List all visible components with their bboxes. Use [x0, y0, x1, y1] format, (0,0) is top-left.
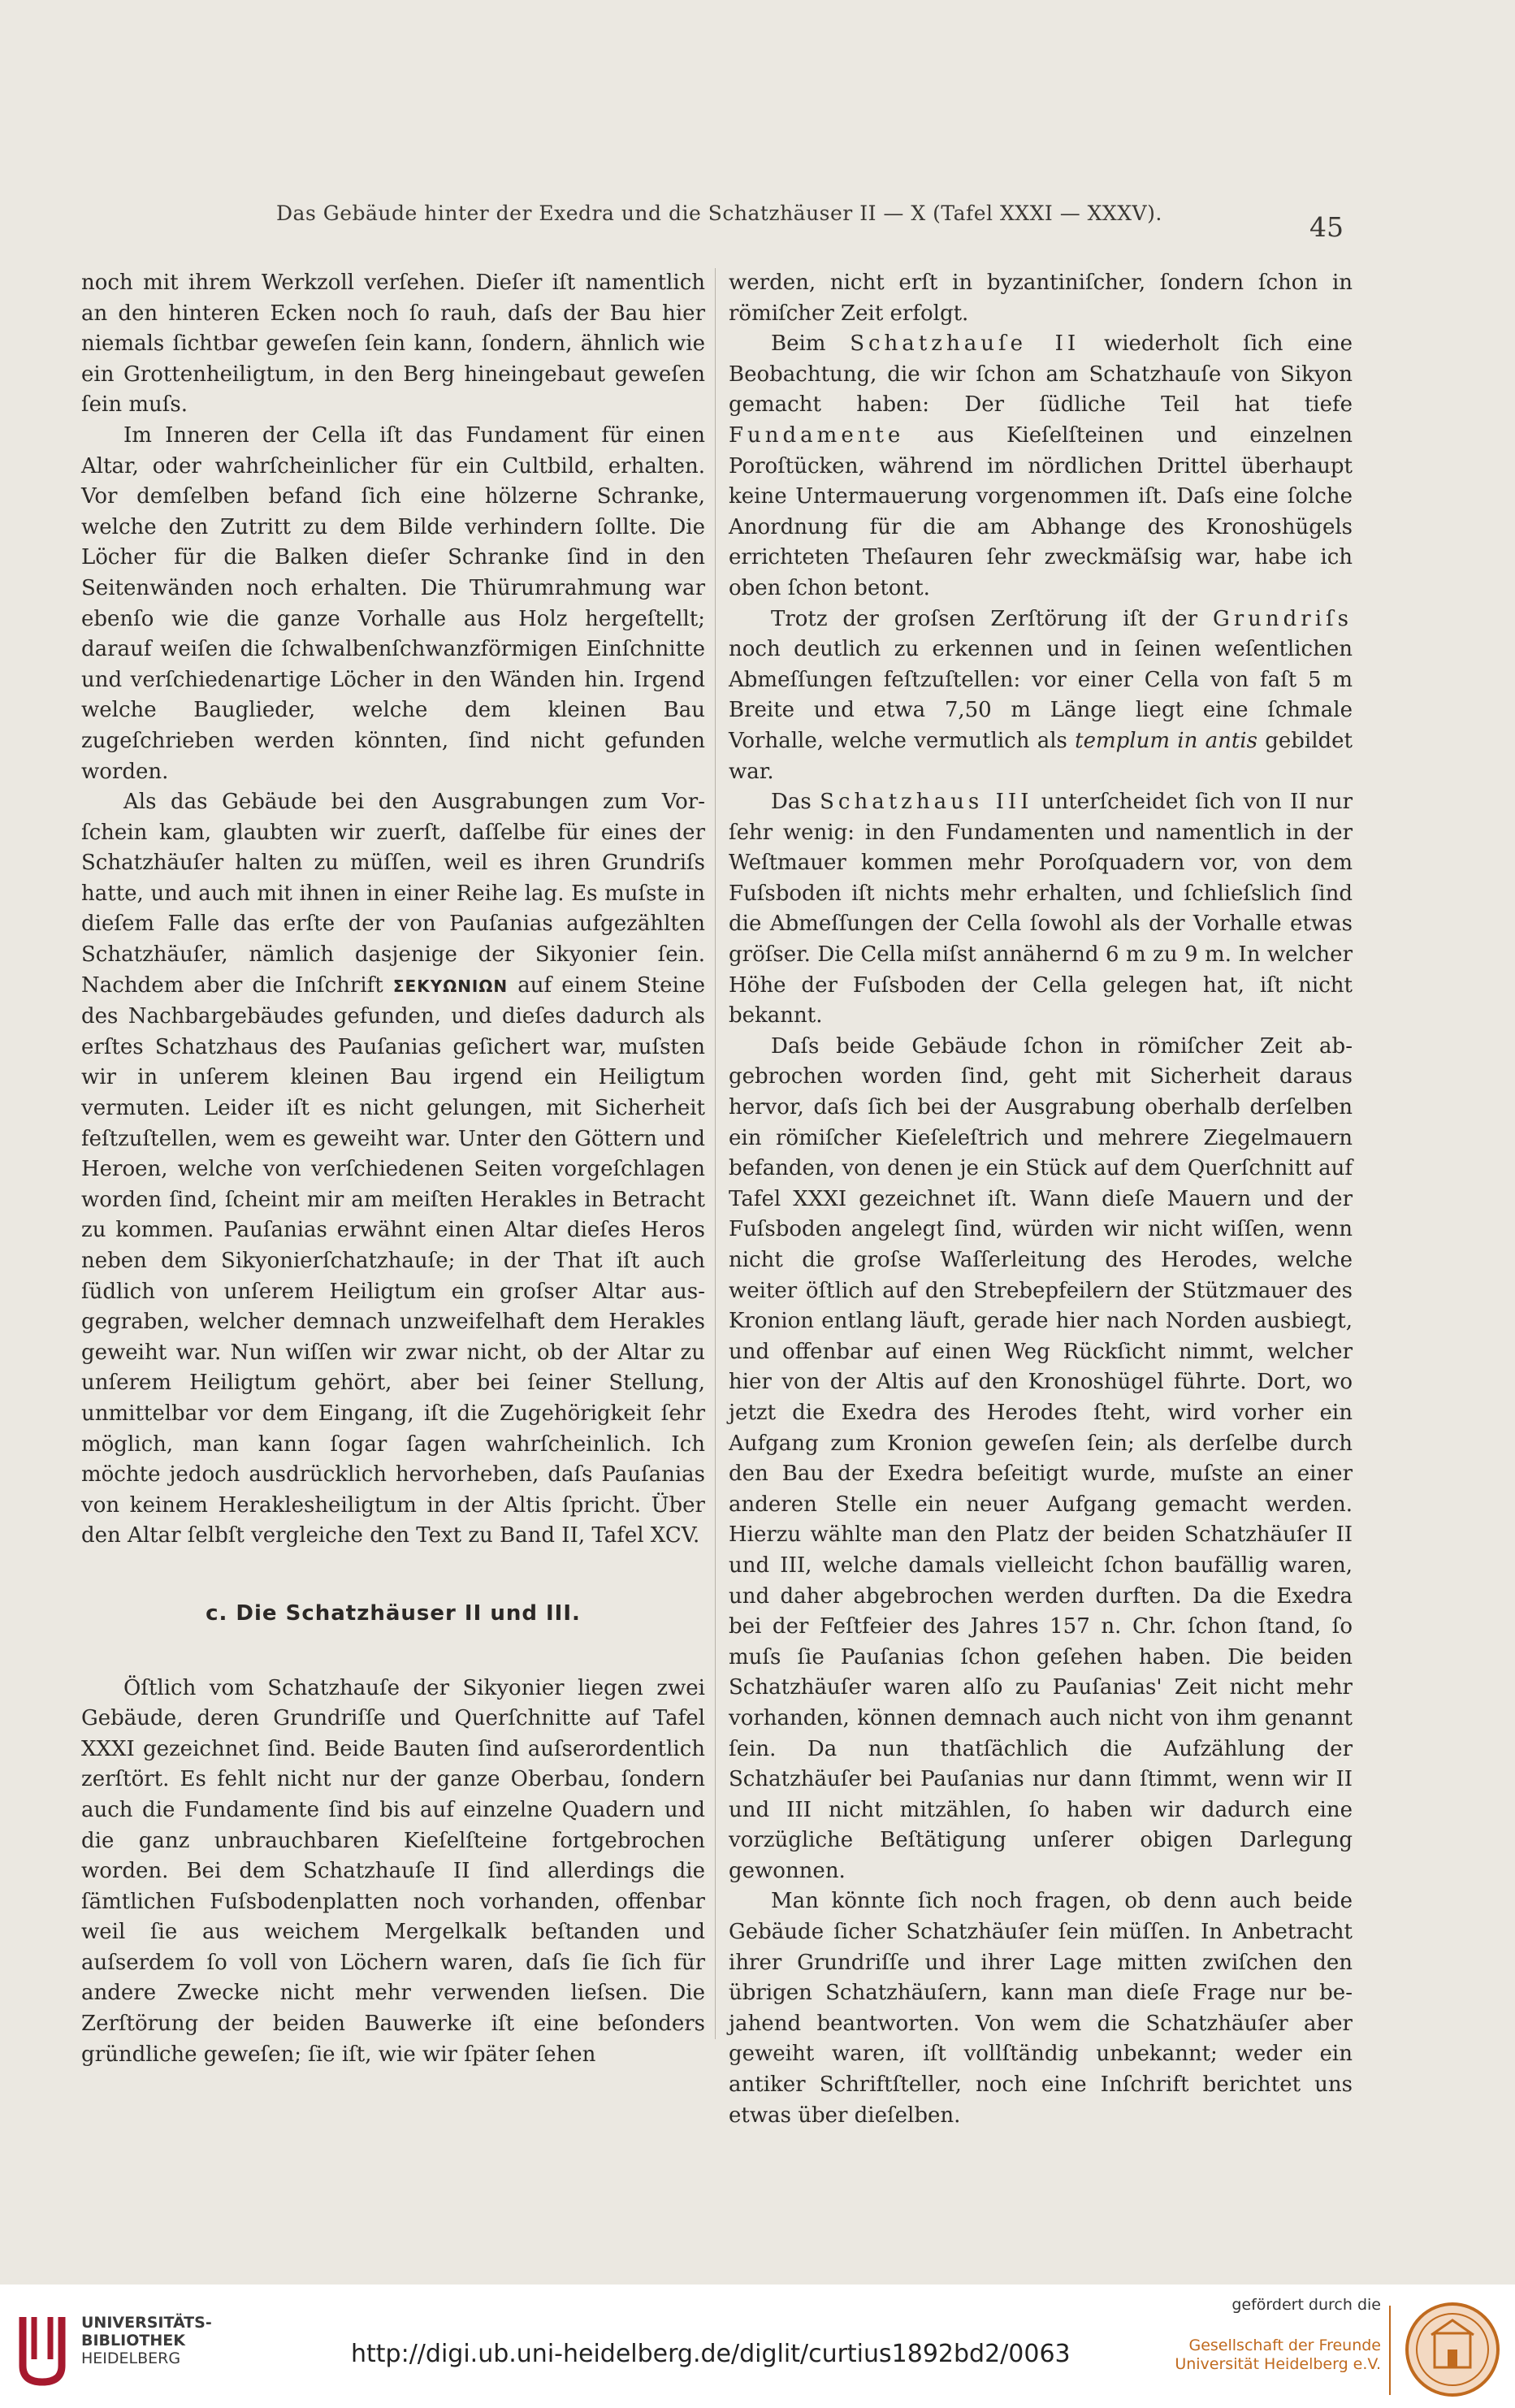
library-line: BIBLIOTHEK: [81, 2332, 185, 2350]
paragraph: Im Inneren der Cella iſt das Fundament für einen Altar, oder wahrſcheinlicher für ein Cultbild, erhalten. Vor demſelben befand ſich eine hölzerne Schranke, welche den Zutritt zu dem Bilde verhindern ſollte. Die Löcher für die Balken dieſer Schranke ſind in den Seitenwänden noch erhalten. Die Thürumrahmung war ebenſo wie die ganze Vorhalle aus Holz hergeſtellt; darauf weiſen die ſchwalbenſchwanzförmigen Einſchnitte und verſchiedenartige Löcher in den Wänden hin. Irgend welche Bauglieder, welche dem kleinen Bau zugeſchrieben werden könnten, ſind nicht gefunden worden.: [81, 422, 705, 784]
text-run: unterſcheidet ſich von II nur ſehr wenig: in den Fundamenten und namentlich in der Weſtmauer kommen mehr Poroſquadern vor, von dem Fuſsboden iſt nichts mehr erhalten, und ſchlieſslich ſind die Abmeſſungen der Cella ſowohl als der Vorhalle etwas gröſser. Die Cella miſst annähernd 6 m zu 9 m. In welcher Höhe der Fuſsboden der Cella gelegen hat, iſt nicht bekannt.: [729, 790, 1353, 1029]
paragraph: [729, 329, 1353, 604]
text-run: aus Kieſelſteinen und einzelnen Poroſtücken, während im nördlichen Drittel überhaupt keine Untermauerung vorgenommen iſt. Daſs eine ſolche Anordnung für die am Abhange des Kronoshügels errichteten Theſauren ſehr zweckmäſsig war, habe ich oben ſchon betont.: [729, 422, 1353, 600]
paragraph: [729, 604, 1353, 788]
section-heading: c. Die Schatzhäuser II und III.: [206, 1600, 581, 1626]
text-run: wiederholt ſich eine Beobachtung, die wir ſchon am Schatzhauſe von Sikyon gemacht haben: Der ſüdliche Teil hat tiefe: [729, 331, 1353, 418]
spaced-term: Fundamente: [729, 422, 905, 448]
page-number: 45: [1309, 211, 1344, 243]
spaced-term: Schatzhauſe II: [850, 331, 1080, 357]
text-run: Trotz der groſsen Zerſtörung iſt der: [771, 606, 1198, 631]
left-column: [81, 268, 705, 2070]
spaced-term: Grundriſs: [1212, 606, 1353, 631]
text-run: Das: [771, 790, 812, 815]
university-seal-icon: [1404, 2301, 1501, 2398]
library-name: [81, 2314, 212, 2367]
sponsor-line: Gesellschaft der Freunde: [1188, 2337, 1381, 2354]
greek-inscription: ΣΕΚΥΩΝΙΩΝ: [392, 976, 509, 996]
text-run: gebildet war.: [729, 728, 1353, 784]
sponsor-divider: [1389, 2306, 1391, 2395]
sponsor-name: [1170, 2337, 1381, 2374]
library-line: UNIVERSITÄTS-: [81, 2314, 212, 2332]
paragraph: noch mit ihrem Werkzoll verſehen. Dieſer iſt namentlich an den hinteren Ecken noch ſo rauh, daſs der Bau hier niemals ſichtbar geweſen ſein kann, ſondern, ähnlich wie ein Grottenheiligtum, in den Berg hineingebaut geweſen ſein muſs.: [81, 271, 705, 418]
sponsor-line: Universität Heidelberg e.V.: [1175, 2355, 1381, 2373]
italic-term: templum in antis: [1075, 728, 1257, 753]
sponsor-block: [1170, 2296, 1381, 2374]
paragraph: [729, 787, 1353, 1032]
running-head: Das Gebäude hinter der Exedra und die Schatzhäuser II — X (Tafel XXXI — XXXV).: [276, 201, 1162, 225]
text-run: auf einem Steine des Nachbargebäudes gefunden, und dieſes dadurch als erſtes Schatzhaus des Pauſanias geſichert war, muſsten wir in unſerem kleinen Bau irgend ein Heiligtum vermuten. Leider iſt es nicht gelungen, mit Sicherheit feſtzuſtellen, wem es geweiht war. Unter den Göttern und Heroen, welche von verſchiedenen Seiten vorgeſchlagen worden ſind, ſcheint mir am meiſten Herakles in Betracht zu kommen. Pauſanias erwähnt einen Altar dieſes Heros neben dem Sikyonierſchatzhauſe; in der That iſt auch ſüdlich von unſerem Heiligtum ein groſser Altar ausgegraben, welcher demnach unzweifelhaft dem Herakles geweiht war. Nun wiſſen wir zwar nicht, ob der Altar zu unſerem Heiligtum gehört, aber bei ſeiner Stellung, unmittelbar vor dem Eingang, iſt die Zugehörigkeit ſehr möglich, man kann ſogar ſagen wahrſcheinlich. Ich möchte jedoch ausdrücklich hervorheben, daſs Pauſanias von keinem Heraklesheiligtum in der Altis ſpricht. Über den Altar ſelbſt vergleiche den Text zu Band II, Tafel XCV.: [81, 972, 706, 1548]
spaced-term: Schatzhaus III: [820, 790, 1033, 815]
paragraph: [81, 787, 705, 1552]
text-run: noch deutlich zu erkennen und in ſeinen weſentlichen Abmeſſungen feſtzuſtellen: vor einer Cella von faſt 5 m Breite und etwa 7,50 m Länge liegt eine ſchmale Vorhalle, welche vermutlich als: [729, 637, 1353, 753]
right-column: [729, 268, 1353, 2131]
library-line: HEIDELBERG: [81, 2350, 181, 2367]
paragraph: Daſs beide Gebäude ſchon in römiſcher Zeit abgebrochen worden ſind, geht mit Sicherheit daraus hervor, daſs ſich bei der Ausgrabung oberhalb derſelben ein römiſcher Kieſeleſtrich und mehrere Ziegelmauern befanden, von denen je ein Stück auf dem Querſchnitt auf Tafel XXXI gezeichnet iſt. Wann dieſe Mauern und der Fuſsboden angelegt ſind, würden wir nicht wiſſen, wenn nicht die groſse Waſſerleitung des Herodes, welche weiter öſtlich auf den Strebepfeilern der Stützmauer des Kronion entlang läuft, gerade hier nach Norden ausbiegt, und offenbar auf einen Weg Rückſicht nimmt, welcher hier von der Altis auf den Kronoshügel führte. Dort, wo jetzt die Exedra des Herodes ſteht, wird vorher ein Aufgang zum Kronion geweſen ſein; als derſelbe durch den Bau der Exedra beſeitigt wurde, muſste an einer anderen Stelle ein neuer Aufgang gemacht werden. Hierzu wählte man den Platz der beiden Schatzhäuſer II und III, welche damals vielleicht ſchon baufällig waren, und daher abgebrochen werden durften. Da die Exedra bei der Feſtfeier des Jahres 157 n. Chr. ſchon ſtand, ſo muſs ſie Pauſanias ſchon geſehen haben. Die beiden Schatzhäuſer waren alſo zu Pauſanias' Zeit nicht mehr vorhanden, können demnach auch nicht von ihm genannt ſein. Da nun thatſächlich die Aufzählung der Schatzhäuſer bei Pauſanias nur dann ſtimmt, wenn wir II und III nicht mitzählen, ſo haben wir dadurch eine vorzügliche Beſtätigung unſerer obigen Darlegung gewonnen.: [729, 1033, 1353, 1883]
paragraph: Öſtlich vom Schatzhauſe der Sikyonier liegen zwei Gebäude, deren Grundriſſe und Querſchnitte auf Tafel XXXI gezeichnet ſind. Beide Bauten ſind auſserordentlich zerſtört. Es fehlt nicht nur der ganze Oberbau, ſondern auch die Fundamente ſind bis auf einzelne Quadern und die ganz unbrauchbaren Kieſelſteine fortgebrochen worden. Bei dem Schatzhauſe II ſind allerdings die ſämtlichen Fuſsbodenplatten noch vorhanden, offenbar weil ſie aus weichem Mergelkalk beſtanden und auſserdem ſo voll von Löchern waren, daſs ſie ſich für andere Zwecke nicht mehr verwenden lieſsen. Die Zerſtörung der beiden Bauwerke iſt eine beſonders gründliche geweſen; ſie iſt, wie wir ſpäter ſehen: [81, 1675, 705, 2067]
text-run: Beim: [771, 331, 826, 357]
university-library-logo-icon: [16, 2309, 68, 2389]
permalink-url[interactable]: http://digi.ub.uni-heidelberg.de/diglit/curtius1892bd2/0063: [351, 2340, 1071, 2368]
paragraph: Man könnte ſich noch fragen, ob denn auch beide Gebäude ſicher Schatzhäuſer ſein müſſen. In Anbetracht ihrer Grundriſſe und ihrer Lage mitten zwiſchen den übrigen Schatzhäuſern, kann man dieſe Frage nur bejahend beantworten. Von wem die Schatzhäuſer aber geweiht waren, iſt vollſtändig unbekannt; weder ein antiker Schriftſteller, noch eine Inſchrift berichtet uns etwas über dieſelben.: [729, 1889, 1353, 2128]
column-divider: [715, 268, 716, 2039]
text-run: Als das Gebäude bei den Ausgrabungen zum Vorſchein kam, glaubten wir zuerſt, daſſelbe für eines der Schatzhäuſer halten zu müſſen, weil es ihren Grundriſs hatte, und auch mit ihnen in einer Reihe lag. Es muſste in dieſem Falle das erſte der von Pauſanias aufgezählten Schatzhäuſer, nämlich dasjenige der Sikyonier ſein. Nachdem aber die Inſchrift: [81, 790, 705, 998]
paragraph: werden, nicht erſt in byzantiniſcher, ſondern ſchon in römiſcher Zeit erfolgt.: [729, 271, 1353, 326]
sponsor-intro: gefördert durch die: [1231, 2296, 1381, 2314]
